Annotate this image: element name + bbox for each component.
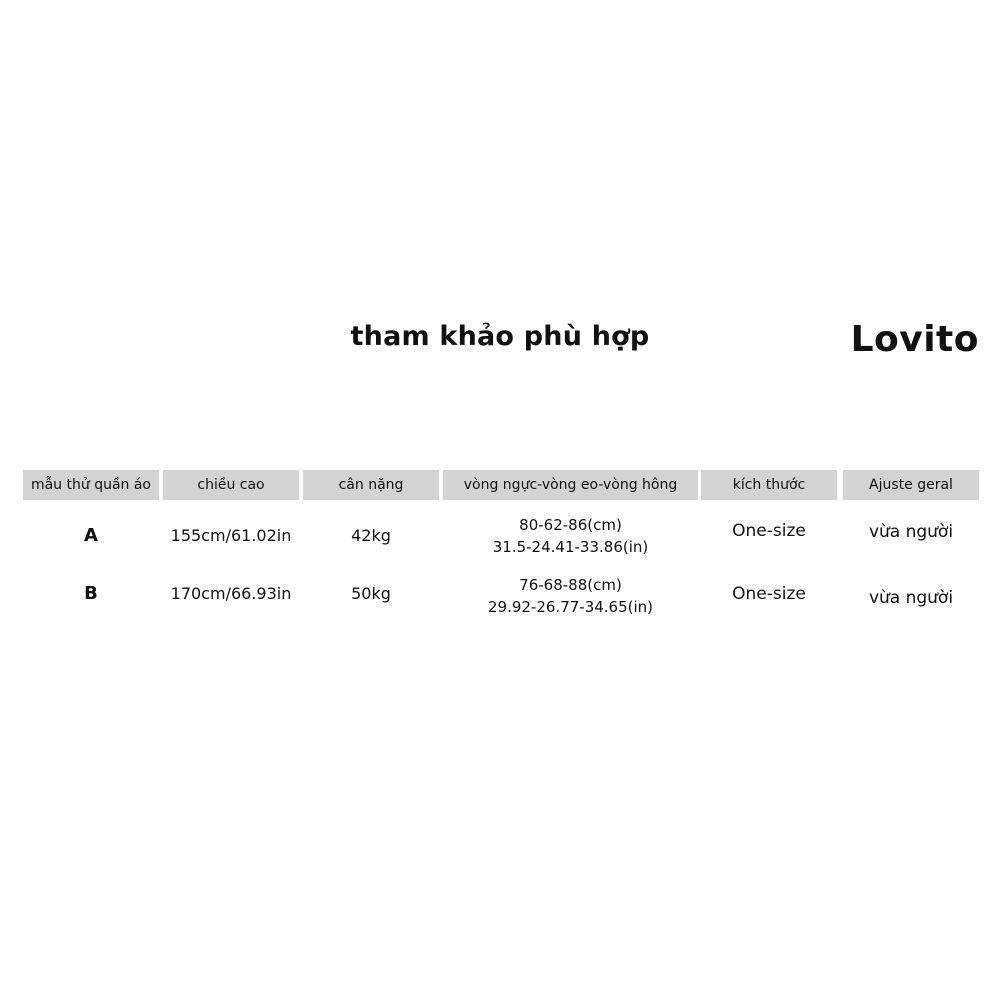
weight-value: 42kg (351, 526, 391, 545)
page-title: tham khảo phù hợp (350, 321, 650, 352)
measurements-in: 31.5-24.41-33.86(in) (492, 538, 649, 556)
table-row (23, 566, 979, 622)
cell-measurements (443, 508, 698, 564)
header-weight: cân nặng (303, 470, 439, 500)
table-row (23, 508, 979, 564)
measurements-cm: 76-68-88(cm) (519, 576, 622, 594)
header-model: mẫu thử quần áo (23, 470, 159, 500)
model-label: A (84, 525, 98, 546)
measurements-cm: 80-62-86(cm) (519, 516, 622, 534)
cell-weight (303, 508, 439, 564)
height-value: 170cm/66.93in (170, 584, 292, 603)
cell-weight (303, 566, 439, 622)
header-height: chiều cao (163, 470, 299, 500)
size-value: One-size (732, 521, 806, 541)
cell-model (23, 566, 159, 622)
header-fit: Ajuste geral (843, 470, 979, 500)
cell-measurements (443, 568, 698, 624)
size-value: One-size (732, 584, 806, 604)
header-size: kích thước (701, 470, 837, 500)
brand-logo: Lovito (850, 319, 979, 360)
size-reference-table (23, 470, 979, 616)
cell-model (23, 508, 159, 564)
model-label: B (84, 583, 98, 604)
fit-value: vừa người (868, 588, 954, 608)
fit-value: vừa người (868, 522, 954, 542)
cell-fit (843, 508, 979, 556)
cell-fit (843, 570, 979, 626)
table-header-row (23, 470, 979, 500)
weight-value: 50kg (351, 584, 391, 603)
header-measurements: vòng ngực-vòng eo-vòng hông (443, 470, 698, 500)
cell-size (701, 566, 837, 622)
cell-height (163, 566, 299, 622)
cell-size (701, 508, 837, 554)
cell-height (163, 508, 299, 564)
height-value: 155cm/61.02in (170, 526, 292, 545)
measurements-in: 29.92-26.77-34.65(in) (487, 598, 654, 616)
